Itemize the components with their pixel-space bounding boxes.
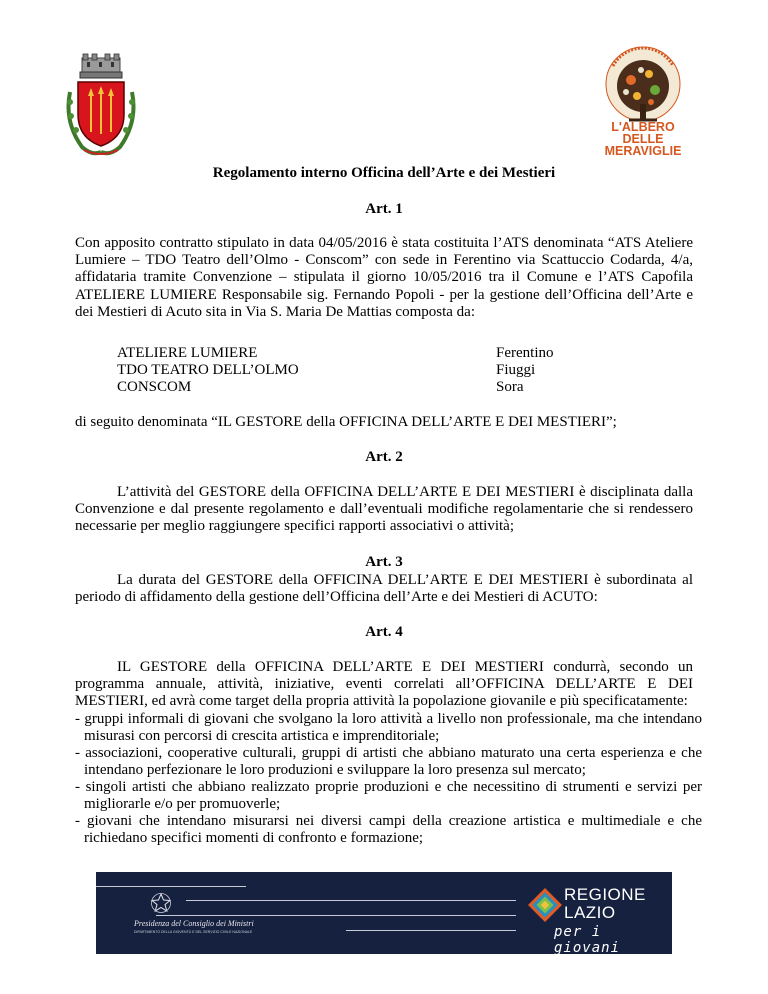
list-item: - gruppi informali di giovani che svolgano la loro attività a livello non professionale, ma che intendano misurasi con percorsi di crescita artistica e imprenditoriale; <box>75 711 702 744</box>
art4-heading: Art. 4 <box>365 624 403 640</box>
member-city: Sora <box>496 379 524 395</box>
art1-after: di seguito denominata “IL GESTORE della OFFICINA DELL’ARTE E DEI MESTIERI”; <box>75 414 617 430</box>
list-item: - singoli artisti che abbiano realizzato proprie produzioni e che necessitino di strumenti e servizi per migliorarle e/o per promuoverle; <box>75 779 702 812</box>
member-city: Ferentino <box>496 345 554 361</box>
footer-banner <box>96 872 672 954</box>
banner-line <box>156 915 516 916</box>
member-name: CONSCOM <box>117 379 192 395</box>
regione-line1: REGIONE <box>564 885 646 904</box>
banner-line <box>96 886 246 887</box>
document-title: Regolamento interno Officina dell’Arte e dei Mestieri <box>212 165 556 181</box>
member-city: Fiuggi <box>496 362 536 378</box>
per-i-giovani-label: per i giovani <box>554 924 621 954</box>
art2-heading: Art. 2 <box>365 449 403 465</box>
presidenza-sublabel: DIPARTIMENTO DELLA GIOVENTÙ E DEL SERVIZIO CIVILE NAZIONALE <box>134 930 253 934</box>
list-item: - giovani che intendano misurarsi nei diversi campi della creazione artistica e multimediale e che richiedano specifici momenti di confronto e formazione; <box>75 813 702 846</box>
presidenza-label: Presidenza del Consiglio dei Ministri <box>134 919 254 928</box>
italian-emblem-icon <box>150 892 172 916</box>
banner-line <box>186 900 516 901</box>
member-name: TDO TEATRO DELL’OLMO <box>117 362 299 378</box>
art2-text: L’attività del GESTORE della OFFICINA DELL’ARTE E DEI MESTIERI è disciplinata dalla Convenzione e dal presente regolamento e dall’eventuali modifiche regolamentarie che si rendessero necessarie per meglio raggiungere specifici rapporti associativi o attività; <box>75 484 693 534</box>
art4-text: IL GESTORE della OFFICINA DELL’ARTE E DEI MESTIERI condurrà, secondo un programma annuale, attività, iniziative, eventi correlati all’OFFICINA DELL’ARTE E DEI MESTIERI, ed avrà come target della propria attività la popolazione giovanile e più specificatamente: <box>75 659 693 709</box>
list-item: - associazioni, cooperative culturali, gruppi di artisti che abbiano maturato una certa esperienza e che intendano perfezionare le loro produzioni e sviluppare la loro presenza sul mercato; <box>75 745 702 778</box>
regione-lazio-wordmark <box>564 886 664 922</box>
albero-logo-label: L'ALBERO DELLE MERAVIGLIE <box>604 120 682 158</box>
art3-text: La durata del GESTORE della OFFICINA DELL’ARTE E DEI MESTIERI è subordinata al periodo di affidamento della gestione dell’Officina dell’Arte e dei Mestieri di ACUTO: <box>75 572 693 605</box>
municipal-crest-logo <box>62 52 140 160</box>
member-name: ATELIERE LUMIERE <box>117 345 258 361</box>
art1-text: Con apposito contratto stipulato in data 04/05/2016 è stata costituita l’ATS denominata “ATS Ateliere Lumiere – TDO Teatro dell’Olmo - Conscom” con sede in Ferentino via Scattuccio Codarda, 4/a, affidataria tramite Convenzione – stipulata il giorno 10/05/2016 tra il Comune e l’ATS Capofila ATELIERE LUMIERE Responsabile sig. Fernando Popoli - per la gestione dell’Officina dell’Arte e dei Mestieri di Acuto sita in Via S. Maria De Mattias composta da: <box>75 235 693 320</box>
art3-heading: Art. 3 <box>365 554 403 570</box>
regione-lazio-emblem-icon <box>526 886 564 924</box>
regione-line2: LAZIO <box>564 903 616 922</box>
banner-line <box>346 930 516 931</box>
art1-heading: Art. 1 <box>365 201 403 217</box>
